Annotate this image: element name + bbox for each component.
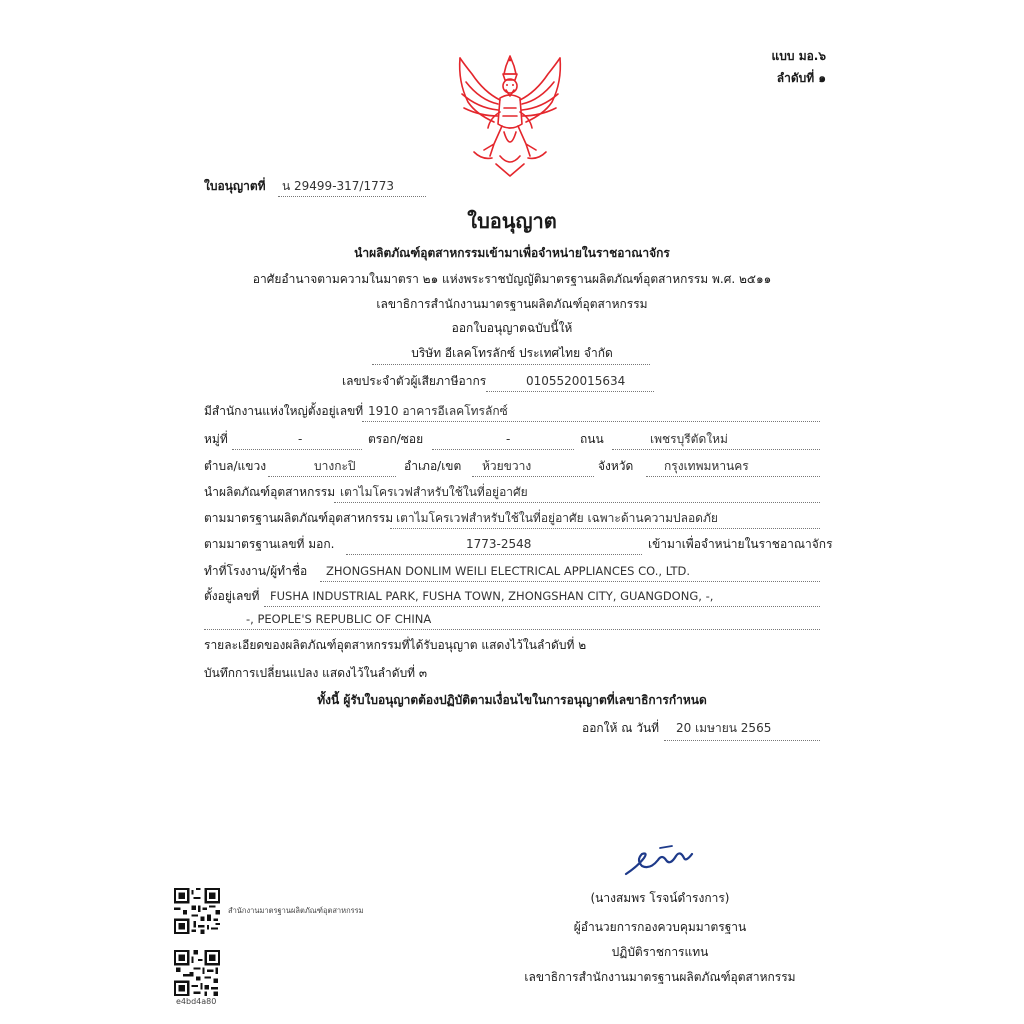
- company-underline: [372, 364, 650, 365]
- authority-line-3: ออกใบอนุญาตฉบับนี้ให้: [451, 321, 573, 335]
- standard-no-underline: [346, 554, 642, 555]
- subdistrict-underline: [268, 476, 396, 477]
- subdistrict-value: บางกะปิ: [314, 459, 356, 473]
- signer-position-3: เลขาธิการสำนักงานมาตรฐานผลิตภัณฑ์อุตสาหกรรม: [524, 970, 796, 984]
- issue-date-label: ออกให้ ณ วันที่: [582, 721, 660, 735]
- factory-label: ทำที่โรงงาน/ผู้ทำชื่อ: [204, 564, 308, 578]
- province-underline: [646, 476, 820, 477]
- signature-image: [620, 840, 700, 880]
- authority-line-2: เลขาธิการสำนักงานมาตรฐานผลิตภัณฑ์อุตสาหกรรม: [376, 297, 648, 311]
- factory-address-underline-1: [264, 606, 820, 607]
- details-line: รายละเอียดของผลิตภัณฑ์อุตสาหกรรมที่ได้รับอนุญาต แสดงไว้ในลำดับที่ ๒: [204, 638, 587, 652]
- district-label: อำเภอ/เขต: [404, 459, 462, 473]
- import-text: เข้ามาเพื่อจำหน่ายในราชอาณาจักร: [648, 537, 833, 551]
- district-underline: [472, 476, 594, 477]
- tax-id-underline: [486, 391, 654, 392]
- soi-label: ตรอก/ซอย: [368, 432, 424, 446]
- product-value: เตาไมโครเวฟสำหรับใช้ในที่อยู่อาศัย: [340, 485, 528, 499]
- moo-underline: [232, 449, 362, 450]
- product-label: นำผลิตภัณฑ์อุตสาหกรรม: [204, 485, 336, 499]
- road-underline: [612, 449, 820, 450]
- condition-line: ทั้งนี้ ผู้รับใบอนุญาตต้องปฏิบัติตามเงื่อนไขในการอนุญาตที่เลขาธิการกำหนด: [317, 693, 707, 707]
- standard-no-value: 1773-2548: [466, 537, 532, 551]
- qr-code-icon: [174, 888, 220, 934]
- road-label: ถนน: [580, 432, 604, 446]
- road-value: เพชรบุรีตัดใหม่: [650, 432, 728, 446]
- signer-position-1: ผู้อำนวยการกองควบคุมมาตรฐาน: [573, 920, 747, 934]
- soi-value: -: [506, 432, 511, 446]
- form-sequence: ลำดับที่ ๑: [776, 71, 826, 85]
- signer-position-2: ปฏิบัติราชการแทน: [611, 945, 709, 959]
- authority-line-1: อาศัยอำนาจตามความในมาตรา ๒๑ แห่งพระราชบัญญัติมาตรฐานผลิตภัณฑ์อุตสาหกรรม พ.ศ. ๒๕๑๑: [252, 272, 772, 286]
- page-subtitle: นำผลิตภัณฑ์อุตสาหกรรมเข้ามาเพื่อจำหน่ายในราชอาณาจักร: [354, 246, 670, 260]
- head-office-label: มีสำนักงานแห่งใหญ่ตั้งอยู่เลขที่: [204, 404, 364, 418]
- standard-no-label: ตามมาตรฐานเลขที่ มอก.: [204, 537, 335, 551]
- tax-id-value: 0105520015634: [526, 374, 626, 388]
- subdistrict-label: ตำบล/แขวง: [204, 459, 267, 473]
- soi-underline: [432, 449, 574, 450]
- standard-underline: [390, 528, 820, 529]
- factory-address-label: ตั้งอยู่เลขที่: [204, 589, 260, 603]
- factory-address-line-1: FUSHA INDUSTRIAL PARK, FUSHA TOWN, ZHONGSHAN CITY, GUANGDONG, -,: [270, 589, 714, 603]
- changes-line: บันทึกการเปลี่ยนแปลง แสดงไว้ในลำดับที่ ๓: [204, 666, 428, 680]
- issue-date-value: 20 เมษายน 2565: [676, 721, 772, 735]
- factory-value: ZHONGSHAN DONLIM WEILI ELECTRICAL APPLIANCES CO., LTD.: [326, 564, 691, 578]
- moo-value: -: [298, 432, 303, 446]
- form-code: แบบ มอ.๖: [771, 49, 826, 63]
- garuda-emblem-icon: [454, 52, 566, 180]
- factory-underline: [320, 581, 820, 582]
- head-office-underline: [362, 421, 820, 422]
- factory-address-line-2: -, PEOPLE'S REPUBLIC OF CHINA: [246, 612, 432, 626]
- company-name: บริษัท อีเลคโทรลักซ์ ประเทศไทย จำกัด: [411, 346, 613, 360]
- moo-label: หมู่ที่: [204, 432, 228, 446]
- standard-label: ตามมาตรฐานผลิตภัณฑ์อุตสาหกรรม: [204, 511, 394, 525]
- issue-date-underline: [664, 740, 820, 741]
- tax-id-label: เลขประจำตัวผู้เสียภาษีอากร: [342, 374, 487, 388]
- product-underline: [334, 502, 820, 503]
- license-no-label: ใบอนุญาตที่: [204, 179, 266, 193]
- qr-office-text: สำนักงานมาตรฐานผลิตภัณฑ์อุตสาหกรรม: [228, 906, 364, 915]
- province-label: จังหวัด: [598, 459, 634, 473]
- license-no-underline: [278, 196, 426, 197]
- page-title: ใบอนุญาต: [467, 209, 557, 233]
- district-value: ห้วยขวาง: [482, 459, 532, 473]
- standard-value: เตาไมโครเวฟสำหรับใช้ในที่อยู่อาศัย เฉพาะด้านความปลอดภัย: [396, 511, 718, 525]
- qr-code-text: e4bd4a80: [176, 997, 217, 1006]
- province-value: กรุงเทพมหานคร: [664, 459, 749, 473]
- signer-name: (นางสมพร โรจน์ดำรงการ): [590, 891, 730, 905]
- head-office-value: 1910 อาคารอีเลคโทรลักซ์: [368, 404, 508, 418]
- license-no-value: น 29499-317/1773: [282, 179, 395, 193]
- factory-address-underline-2: [204, 629, 820, 630]
- qr-code-icon: [174, 950, 220, 996]
